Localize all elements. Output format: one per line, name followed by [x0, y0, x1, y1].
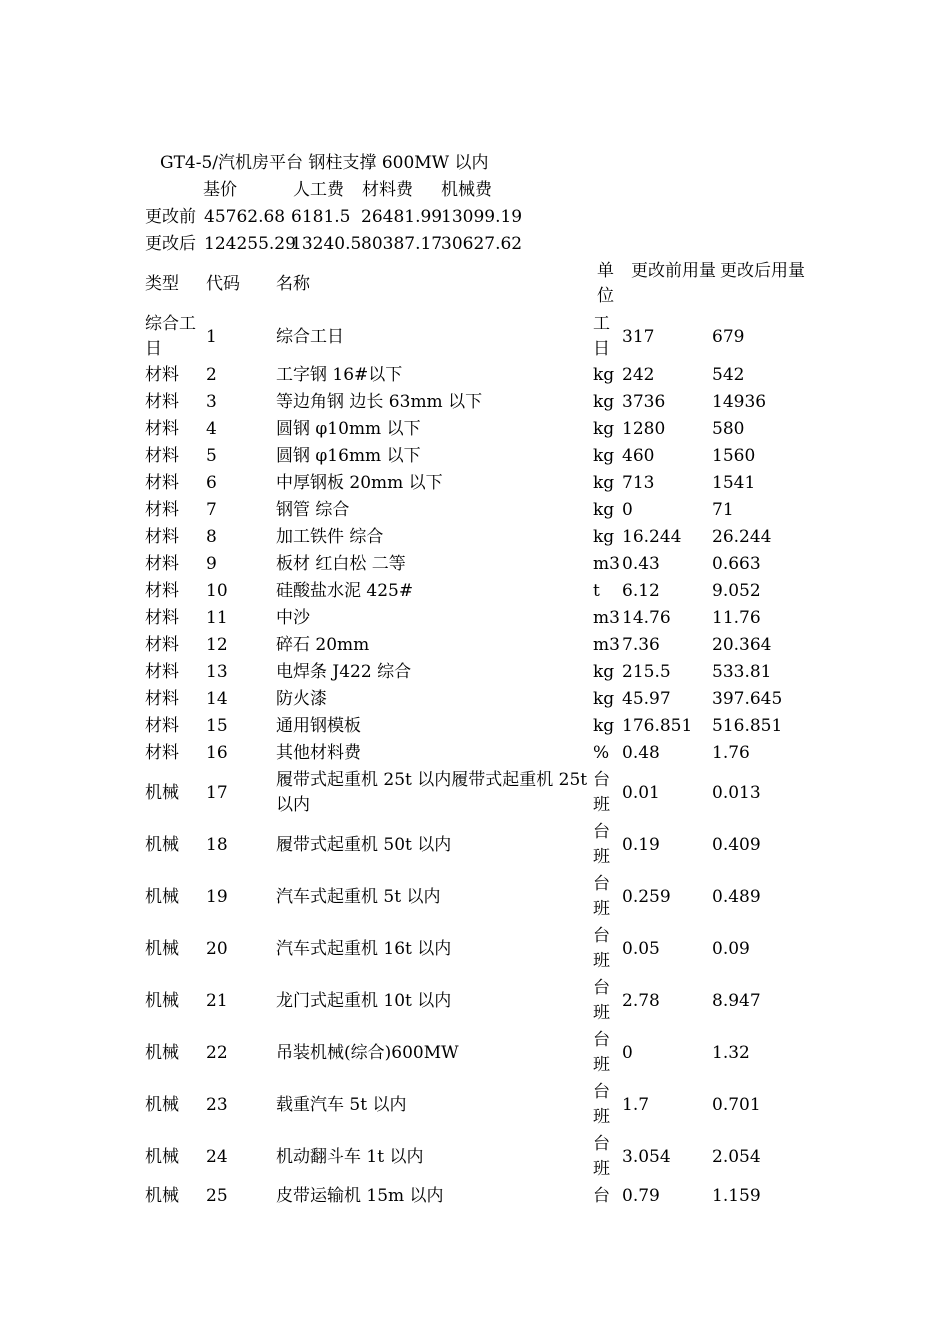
item-code: 12 [206, 635, 228, 655]
item-code: 20 [206, 938, 228, 959]
summary-row-label: 更改后 [145, 234, 196, 254]
item-before-qty: 713 [622, 473, 655, 493]
item-before-qty: 7.36 [622, 635, 660, 655]
item-name: 碎石 20mm [276, 635, 370, 655]
item-name: 加工铁件 综合 [276, 527, 384, 547]
item-after-qty: 679 [712, 326, 745, 347]
item-name: 板材 红白松 二等 [276, 554, 406, 574]
item-unit: kg [593, 662, 615, 682]
item-code: 15 [206, 716, 228, 736]
item-before-qty: 0.19 [622, 834, 660, 855]
table-row [145, 578, 825, 605]
item-unit: kg [593, 365, 615, 385]
item-type: 机械 [145, 1094, 179, 1115]
item-code: 8 [206, 527, 217, 547]
item-code: 22 [206, 1042, 228, 1063]
table-row [145, 1183, 825, 1210]
summary-value-machinery: 13099.19 [441, 207, 523, 227]
item-after-qty: 20.364 [712, 635, 772, 655]
item-after-qty: 1.76 [712, 743, 750, 763]
item-before-qty: 0 [622, 500, 633, 520]
item-code: 5 [206, 446, 217, 466]
item-unit: t [593, 581, 600, 601]
item-unit: 台班 [593, 1134, 610, 1179]
item-after-qty: 0.09 [712, 938, 750, 959]
items-table-header [145, 258, 825, 312]
item-code: 14 [206, 689, 228, 709]
table-row [145, 632, 825, 659]
table-row [145, 659, 825, 686]
item-type: 材料 [145, 473, 179, 493]
item-after-qty: 2.054 [712, 1146, 761, 1167]
item-type: 综合工日 [145, 314, 196, 359]
item-unit: kg [593, 473, 615, 493]
item-code: 6 [206, 473, 217, 493]
item-name: 等边角钢 边长 63mm 以下 [276, 392, 483, 412]
item-type: 材料 [145, 635, 179, 655]
table-row [145, 871, 825, 923]
table-row [145, 819, 825, 871]
summary-value-machinery: 30627.62 [441, 234, 523, 254]
item-unit: kg [593, 446, 615, 466]
item-name: 中厚钢板 20mm 以下 [276, 473, 443, 493]
item-code: 17 [206, 782, 228, 803]
item-code: 9 [206, 554, 217, 574]
item-before-qty: 16.244 [622, 527, 682, 547]
item-after-qty: 397.645 [712, 689, 783, 709]
column-header-after: 更改后用量 [720, 261, 805, 281]
item-name: 龙门式起重机 10t 以内 [276, 990, 452, 1011]
item-name: 综合工日 [276, 326, 344, 347]
item-before-qty: 2.78 [622, 990, 660, 1011]
table-row [145, 524, 825, 551]
table-row [145, 497, 825, 524]
item-code: 21 [206, 990, 228, 1011]
item-name: 中沙 [276, 608, 310, 628]
item-unit: 台班 [593, 874, 610, 919]
summary-value-material: 80387.17 [361, 234, 443, 254]
summary-value-base-price: 124255.29 [204, 234, 296, 254]
item-before-qty: 45.97 [622, 689, 671, 709]
item-unit: 台 [593, 1186, 610, 1206]
table-row [145, 470, 825, 497]
item-type: 机械 [145, 1186, 179, 1206]
item-after-qty: 26.244 [712, 527, 772, 547]
table-row [145, 686, 825, 713]
summary-value-labor: 13240.5 [291, 234, 362, 254]
item-after-qty: 14936 [712, 392, 767, 412]
item-unit: % [593, 743, 610, 763]
item-type: 材料 [145, 554, 179, 574]
table-row [145, 389, 825, 416]
item-type: 材料 [145, 419, 179, 439]
item-type: 材料 [145, 365, 179, 385]
item-after-qty: 1560 [712, 446, 756, 466]
item-unit: 台班 [593, 926, 610, 971]
table-row [145, 416, 825, 443]
item-code: 19 [206, 886, 228, 907]
item-before-qty: 317 [622, 326, 655, 347]
item-before-qty: 3.054 [622, 1146, 671, 1167]
column-header-name: 名称 [276, 274, 310, 294]
item-before-qty: 242 [622, 365, 655, 385]
item-unit: kg [593, 716, 615, 736]
item-unit: 台班 [593, 822, 610, 867]
item-unit: kg [593, 527, 615, 547]
item-unit: kg [593, 419, 615, 439]
item-unit: m3 [593, 635, 620, 655]
table-row [145, 767, 825, 819]
item-code: 18 [206, 834, 228, 855]
item-code: 25 [206, 1186, 228, 1206]
summary-header-machinery: 机械费 [441, 180, 492, 200]
item-unit: kg [593, 500, 615, 520]
table-row [145, 975, 825, 1027]
item-code: 7 [206, 500, 217, 520]
item-name: 圆钢 φ10mm 以下 [276, 419, 421, 439]
item-type: 材料 [145, 608, 179, 628]
item-after-qty: 9.052 [712, 581, 761, 601]
item-before-qty: 0.48 [622, 743, 660, 763]
item-name: 通用钢模板 [276, 716, 361, 736]
item-name: 其他材料费 [276, 743, 361, 763]
items-table [145, 312, 825, 1210]
table-row [145, 605, 825, 632]
item-after-qty: 0.489 [712, 886, 761, 907]
item-code: 11 [206, 608, 228, 628]
column-header-type: 类型 [145, 274, 179, 294]
item-unit: kg [593, 689, 615, 709]
item-after-qty: 0.409 [712, 834, 761, 855]
item-before-qty: 0 [622, 1042, 633, 1063]
item-code: 10 [206, 581, 228, 601]
item-unit: kg [593, 392, 615, 412]
item-after-qty: 580 [712, 419, 745, 439]
item-after-qty: 1.159 [712, 1186, 761, 1206]
item-before-qty: 176.851 [622, 716, 693, 736]
table-row [145, 443, 825, 470]
item-code: 1 [206, 326, 217, 347]
items-table-body [145, 312, 825, 1210]
item-name: 吊装机械(综合)600MW [276, 1042, 459, 1063]
item-code: 23 [206, 1094, 228, 1115]
item-type: 材料 [145, 581, 179, 601]
column-header-code: 代码 [206, 274, 240, 294]
item-after-qty: 8.947 [712, 990, 761, 1011]
item-before-qty: 1.7 [622, 1094, 650, 1115]
item-before-qty: 215.5 [622, 662, 671, 682]
item-after-qty: 0.663 [712, 554, 761, 574]
item-before-qty: 6.12 [622, 581, 660, 601]
item-unit: 台班 [593, 1030, 610, 1075]
item-name: 圆钢 φ16mm 以下 [276, 446, 421, 466]
item-after-qty: 1.32 [712, 1042, 750, 1063]
item-type: 材料 [145, 500, 179, 520]
table-row [145, 1131, 825, 1183]
item-type: 材料 [145, 689, 179, 709]
table-row [145, 740, 825, 767]
item-before-qty: 14.76 [622, 608, 671, 628]
item-after-qty: 1541 [712, 473, 756, 493]
item-type: 材料 [145, 392, 179, 412]
item-code: 4 [206, 419, 217, 439]
item-name: 钢管 综合 [276, 500, 350, 520]
item-unit: 工日 [593, 314, 610, 359]
item-code: 2 [206, 365, 217, 385]
item-type: 材料 [145, 716, 179, 736]
item-after-qty: 0.013 [712, 782, 761, 803]
table-row [145, 713, 825, 740]
item-before-qty: 460 [622, 446, 655, 466]
summary-value-base-price: 45762.68 [204, 207, 286, 227]
item-type: 机械 [145, 782, 179, 803]
item-unit: 台班 [593, 770, 610, 815]
table-row [145, 312, 825, 362]
item-type: 材料 [145, 743, 179, 763]
item-unit: m3 [593, 554, 620, 574]
summary-value-material: 26481.99 [361, 207, 443, 227]
item-unit: m3 [593, 608, 620, 628]
item-type: 机械 [145, 1146, 179, 1167]
item-before-qty: 3736 [622, 392, 666, 412]
item-type: 材料 [145, 446, 179, 466]
item-name: 履带式起重机 25t 以内履带式起重机 25t 以内 [276, 770, 588, 815]
item-name: 皮带运输机 15m 以内 [276, 1186, 444, 1206]
table-row [145, 551, 825, 578]
item-before-qty: 0.79 [622, 1186, 660, 1206]
column-header-unit: 单位 [597, 261, 614, 306]
item-type: 机械 [145, 938, 179, 959]
item-after-qty: 71 [712, 500, 734, 520]
item-before-qty: 0.01 [622, 782, 660, 803]
item-name: 工字钢 16#以下 [276, 365, 403, 385]
item-before-qty: 0.05 [622, 938, 660, 959]
item-before-qty: 0.259 [622, 886, 671, 907]
summary-header-material: 材料费 [362, 180, 413, 200]
item-after-qty: 542 [712, 365, 745, 385]
table-row [145, 362, 825, 389]
item-unit: 台班 [593, 1082, 610, 1127]
summary-value-labor: 6181.5 [291, 207, 351, 227]
item-type: 机械 [145, 834, 179, 855]
item-name: 硅酸盐水泥 425# [276, 581, 414, 601]
item-after-qty: 533.81 [712, 662, 772, 682]
summary-header-labor: 人工费 [293, 180, 344, 200]
item-name: 电焊条 J422 综合 [276, 662, 412, 682]
table-row [145, 1027, 825, 1079]
item-type: 材料 [145, 662, 179, 682]
summary-row-label: 更改前 [145, 207, 196, 227]
item-code: 3 [206, 392, 217, 412]
item-code: 16 [206, 743, 228, 763]
item-name: 防火漆 [276, 689, 327, 709]
item-type: 机械 [145, 886, 179, 907]
item-after-qty: 11.76 [712, 608, 761, 628]
item-code: 24 [206, 1146, 228, 1167]
item-after-qty: 516.851 [712, 716, 783, 736]
table-row [145, 1079, 825, 1131]
item-unit: 台班 [593, 978, 610, 1023]
item-name: 载重汽车 5t 以内 [276, 1094, 407, 1115]
table-row [145, 923, 825, 975]
item-name: 汽车式起重机 16t 以内 [276, 938, 452, 959]
item-before-qty: 1280 [622, 419, 666, 439]
item-type: 材料 [145, 527, 179, 547]
column-header-before: 更改前用量 [631, 261, 716, 281]
item-name: 机动翻斗车 1t 以内 [276, 1146, 424, 1167]
document-title: GT4-5/汽机房平台 钢柱支撑 600MW 以内 [160, 153, 489, 173]
item-before-qty: 0.43 [622, 554, 660, 574]
item-type: 机械 [145, 990, 179, 1011]
item-code: 13 [206, 662, 228, 682]
item-after-qty: 0.701 [712, 1094, 761, 1115]
item-type: 机械 [145, 1042, 179, 1063]
summary-header-base-price: 基价 [203, 180, 237, 200]
item-name: 履带式起重机 50t 以内 [276, 834, 452, 855]
item-name: 汽车式起重机 5t 以内 [276, 886, 441, 907]
